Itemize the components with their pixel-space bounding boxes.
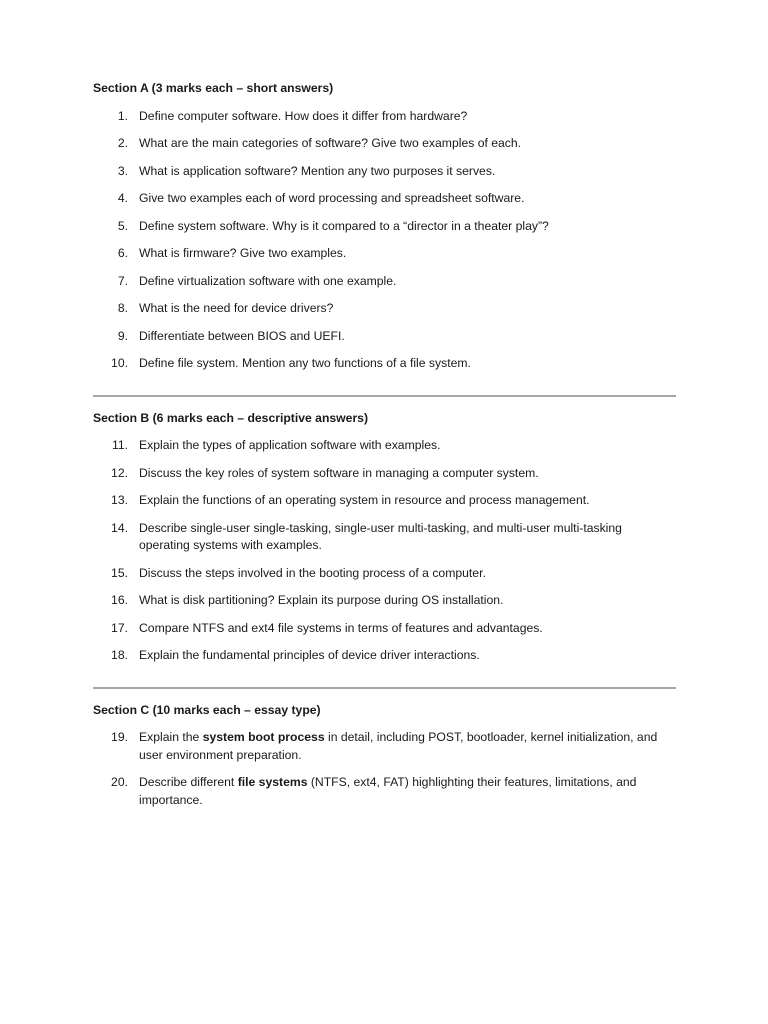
- question-number: 19.: [111, 730, 128, 744]
- question-item: [93, 163, 676, 181]
- question-key-term: file systems: [237, 775, 308, 789]
- question-number: 3.: [117, 163, 128, 178]
- section-divider: [93, 395, 676, 397]
- question-text: What are the main categories of software? Give two examples of each.: [139, 136, 522, 150]
- question-number: 15.: [111, 565, 128, 580]
- question-item: [93, 492, 676, 510]
- question-number: 9.: [117, 328, 128, 343]
- question-paper: [93, 80, 676, 809]
- question-number: 1.: [117, 108, 128, 123]
- question-item: [93, 620, 676, 638]
- question-number: 17.: [111, 620, 128, 635]
- question-text: Discuss the key roles of system software in managing a computer system.: [139, 465, 539, 480]
- question-number: 13.: [111, 493, 128, 507]
- question-text: Give two examples each of word processing and spreadsheet software.: [139, 191, 525, 205]
- question-item: [93, 465, 676, 483]
- question-item: [93, 300, 676, 318]
- question-text: What is the need for device drivers?: [139, 301, 334, 315]
- question-item: [93, 592, 676, 610]
- question-text: Define computer software. How does it differ from hardware?: [139, 108, 468, 123]
- question-text-tail: (NTFS, ext4, FAT) highlighting their features, limitations, and importance.: [139, 775, 637, 807]
- question-text-lead: Explain the: [139, 730, 203, 744]
- question-text: [139, 775, 636, 807]
- question-text: Define system software. Why is it compared to a “director in a theater play”?: [139, 218, 549, 233]
- section-divider: [93, 687, 676, 689]
- section-a-questions: [93, 108, 676, 373]
- question-number: 12.: [111, 465, 128, 480]
- question-text: What is disk partitioning? Explain its purpose during OS installation.: [139, 593, 504, 607]
- question-number: 11.: [111, 438, 128, 452]
- question-number: 7.: [117, 273, 128, 288]
- section-b-questions: [93, 437, 676, 665]
- question-text: Differentiate between BIOS and UEFI.: [139, 328, 345, 343]
- question-text: Explain the fundamental principles of device driver interactions.: [139, 648, 480, 662]
- question-text: Compare NTFS and ext4 file systems in terms of features and advantages.: [139, 620, 543, 635]
- question-item: [93, 437, 676, 455]
- question-item: [93, 190, 676, 208]
- question-text: Define file system. Mention any two functions of a file system.: [139, 356, 471, 370]
- question-text: Describe single-user single-tasking, single-user multi-tasking, and multi-user multi-tasking operating systems with examples.: [139, 520, 622, 552]
- question-text: [139, 730, 657, 762]
- question-item: [93, 273, 676, 291]
- question-number: 16.: [111, 593, 128, 607]
- section-c-title: Section C (10 marks each – essay type): [93, 702, 321, 717]
- question-item: [93, 774, 676, 809]
- question-number: 5.: [117, 218, 128, 233]
- question-text: What is firmware? Give two examples.: [139, 246, 347, 260]
- question-item: [93, 218, 676, 236]
- question-text: Explain the functions of an operating system in resource and process management.: [139, 493, 590, 507]
- question-item: [93, 355, 676, 373]
- question-number: 20.: [111, 775, 128, 789]
- section-b: [93, 410, 676, 665]
- question-text: What is application software? Mention any two purposes it serves.: [139, 163, 496, 178]
- question-number: 2.: [117, 136, 128, 150]
- question-number: 14.: [111, 520, 128, 535]
- question-key-term: system boot process: [202, 730, 325, 744]
- question-item: [93, 245, 676, 263]
- question-item: [93, 108, 676, 126]
- question-number: 8.: [117, 301, 128, 315]
- section-a-title: Section A (3 marks each – short answers): [93, 81, 334, 95]
- section-c: [93, 702, 676, 810]
- question-number: 4.: [117, 191, 128, 205]
- question-number: 18.: [111, 648, 128, 662]
- section-c-questions: [93, 729, 676, 809]
- question-text-lead: Describe different: [139, 775, 238, 789]
- question-item: [93, 520, 676, 555]
- question-item: [93, 729, 676, 764]
- question-item: [93, 135, 676, 153]
- question-text: Define virtualization software with one example.: [139, 273, 397, 288]
- section-b-title: Section B (6 marks each – descriptive answers): [93, 410, 369, 425]
- question-text: Discuss the steps involved in the booting process of a computer.: [139, 565, 486, 580]
- question-text: Explain the types of application software with examples.: [139, 438, 441, 452]
- question-number: 10.: [111, 356, 128, 370]
- question-number: 6.: [117, 246, 128, 260]
- question-item: [93, 328, 676, 346]
- question-text-tail: in detail, including POST, bootloader, kernel initialization, and user environment preparation.: [139, 730, 658, 762]
- question-item: [93, 647, 676, 665]
- section-a: [93, 80, 676, 373]
- question-item: [93, 565, 676, 583]
